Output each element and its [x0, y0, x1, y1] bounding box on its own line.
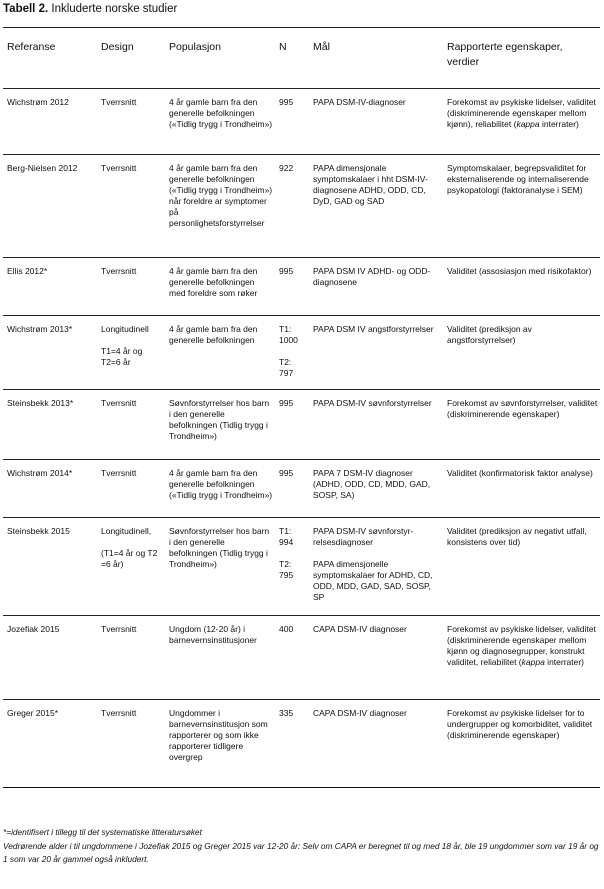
n-extra-text: T2: 795: [279, 559, 294, 580]
cell-mal: [309, 316, 443, 390]
cell-n: [275, 390, 309, 460]
cell-egenskaper: [443, 616, 600, 700]
referanse-text: Jozefiak 2015: [7, 624, 60, 634]
cell-populasjon: [165, 155, 275, 258]
cell-n: [275, 155, 309, 258]
n-text: 995: [279, 266, 294, 276]
cell-egenskaper: [443, 155, 600, 258]
header-row: [3, 28, 600, 89]
egenskaper-text: [447, 526, 598, 548]
cell-referanse: [3, 316, 97, 390]
table-row: [3, 316, 600, 390]
cell-n: [275, 616, 309, 700]
cell-egenskaper: [443, 316, 600, 390]
cell-populasjon: [165, 616, 275, 700]
n-text: 995: [279, 398, 294, 408]
design-text: Tverrsnitt: [101, 398, 137, 408]
referanse-text: Steinsbekk 2015: [7, 526, 70, 536]
cell-egenskaper: [443, 390, 600, 460]
header-mal: Mål: [309, 28, 443, 89]
cell-design: [97, 518, 165, 616]
cell-n: [275, 258, 309, 316]
footnote-asterisk: *=identifisert i tillegg til det systematiske litteratursøket: [3, 827, 202, 837]
header-design: Design: [97, 28, 165, 89]
referanse-text: Steinsbekk 2013*: [7, 398, 74, 408]
cell-n: [275, 316, 309, 390]
cell-n: [275, 460, 309, 518]
design-text: Tverrsnitt: [101, 97, 137, 107]
egenskaper-italic: kappa: [516, 119, 540, 129]
referanse-text: Berg-Nielsen 2012: [7, 163, 78, 173]
egenskaper-pre: Validitet (konfirmatorisk faktor analyse): [447, 468, 593, 478]
populasjon-text: Søvnforstyrrelser hos barn i den generelle befolkningen (Tidlig trygg i Trondheim»): [169, 526, 270, 569]
cell-design: [97, 258, 165, 316]
mal-text: PAPA DSM IV angstforstyrrelser: [313, 324, 434, 334]
design-text: Longitudinell,: [101, 526, 152, 536]
egenskaper-pre: Forekomst av psykiske lidelser, validitet (diskriminerende egenskaper mellom kjønn og diagnosegrupper, konstrukt validitet, reliabilitet (: [447, 624, 596, 667]
cell-referanse: [3, 89, 97, 155]
egenskaper-text: [447, 398, 598, 420]
egenskaper-pre: Symptomskalaer, begrepsvaliditet for eksternaliserende og internaliserende psykopatologi (faktoranalyse i SEM): [447, 163, 589, 195]
cell-referanse: [3, 390, 97, 460]
header-egenskaper-line1: Rapporterte egenskaper,: [447, 41, 563, 53]
populasjon-text: Ungdommer i barnevernsinstitusjon som rapporterer og som ikke rapporterer tidligere overgrep: [169, 708, 268, 762]
footnote-age: Vedrørende alder i til ungdommene i Jozefiak 2015 og Greger 2015 var 12-20 år: Selv om CAPA er beregnet til og med 18 år, ble 19 ungdommer som var 19 år og 1 som var 20 år gammel også inkludert.: [3, 841, 599, 864]
n-text: T1: 994: [279, 526, 294, 547]
table-row: [3, 390, 600, 460]
design-text: Longitudinell: [101, 324, 149, 334]
cell-n: [275, 89, 309, 155]
mal-text: PAPA DSM IV ADHD- og ODD-diagnosene: [313, 266, 431, 287]
cell-n: [275, 518, 309, 616]
cell-mal: [309, 518, 443, 616]
cell-populasjon: [165, 700, 275, 788]
cell-referanse: [3, 518, 97, 616]
table-caption-label: Tabell 2.: [3, 3, 49, 15]
mal-text: PAPA dimensjonale symptomskalaer i hht DSM-IV-diagnosene ADHD, ODD, CD, DyD, GAD og SAD: [313, 163, 428, 206]
cell-n: [275, 700, 309, 788]
n-text: T1: 1000: [279, 324, 298, 345]
cell-mal: [309, 700, 443, 788]
referanse-text: Greger 2015*: [7, 708, 59, 718]
referanse-text: Wichstrøm 2014*: [7, 468, 73, 478]
egenskaper-pre: Validitet (prediksjon av angstforstyrrelser): [447, 324, 532, 345]
table-caption-text: Inkluderte norske studier: [51, 3, 178, 15]
cell-populasjon: [165, 316, 275, 390]
mal-extra-text: PAPA dimensjonelle symptomskalaer for ADHD, CD, ODD, MDD, GAD, SAD, SOSP, SP: [313, 559, 433, 602]
cell-mal: [309, 616, 443, 700]
header-populasjon: Populasjon: [165, 28, 275, 89]
header-egenskaper-line2: verdier: [447, 56, 480, 68]
design-text: Tverrsnitt: [101, 266, 137, 276]
table-row: [3, 89, 600, 155]
cell-design: [97, 700, 165, 788]
cell-egenskaper: [443, 700, 600, 788]
cell-design: [97, 390, 165, 460]
header-n: N: [275, 28, 309, 89]
egenskaper-pre: Forekomst av psykiske lidelser, validitet (diskriminerende egenskaper mellom kjønn), reliabilitet (: [447, 97, 596, 129]
populasjon-text: 4 år gamle barn fra den generelle befolkningen («Tidlig trygg i Trondheim»): [169, 97, 273, 129]
design-text: Tverrsnitt: [101, 163, 137, 173]
egenskaper-text: [447, 324, 598, 346]
egenskaper-italic: kappa: [521, 657, 545, 667]
populasjon-text: 4 år gamle barn fra den generelle befolkningen («Tidlig trygg i Trondheim»): [169, 468, 273, 500]
mal-text: CAPA DSM-IV diagnoser: [313, 708, 407, 718]
populasjon-text: 4 år gamle barn fra den generelle befolkningen («Tidlig trygg i Trondheim») når foreldre ar symptomer på personlighetsforstyrrelser: [169, 163, 273, 228]
referanse-text: Ellis 2012*: [7, 266, 48, 276]
header-referanse: Referanse: [3, 28, 97, 89]
n-text: 995: [279, 97, 294, 107]
cell-populasjon: [165, 258, 275, 316]
egenskaper-text: [447, 468, 598, 479]
cell-populasjon: [165, 518, 275, 616]
table-row: [3, 616, 600, 700]
cell-egenskaper: [443, 89, 600, 155]
egenskaper-pre: Forekomst av psykiske lidelser for to undergrupper og komorbiditet, validitet (diskriminerende egenskaper): [447, 708, 593, 740]
design-text: Tverrsnitt: [101, 708, 137, 718]
mal-text: PAPA DSM-IV søvnforstyr-relsesdiagnoser: [313, 526, 414, 547]
n-text: 995: [279, 468, 294, 478]
cell-mal: [309, 258, 443, 316]
cell-referanse: [3, 616, 97, 700]
mal-text: CAPA DSM-IV diagnoser: [313, 624, 407, 634]
egenskaper-pre: Validitet (prediksjon av negativt utfall, konsistens over tid): [447, 526, 587, 547]
cell-egenskaper: [443, 258, 600, 316]
cell-referanse: [3, 258, 97, 316]
egenskaper-text: [447, 97, 598, 130]
egenskaper-pre: Forekomst av søvnforstyrrelser, validitet (diskriminerende egenskaper): [447, 398, 598, 419]
table-caption: [3, 3, 177, 15]
header-egenskaper: [443, 28, 600, 89]
design-extra-text: (T1=4 år og T2 =6 år): [101, 548, 158, 569]
egenskaper-post: interrater): [539, 119, 579, 129]
cell-design: [97, 460, 165, 518]
cell-mal: [309, 89, 443, 155]
cell-referanse: [3, 460, 97, 518]
egenskaper-pre: Validitet (assosiasjon med risikofaktor): [447, 266, 592, 276]
table-row: [3, 518, 600, 616]
n-extra-text: T2: 797: [279, 357, 294, 378]
studies-table: [3, 27, 600, 788]
populasjon-text: Ungdom (12-20 år) i barnevernsinstitusjoner: [169, 624, 257, 645]
cell-design: [97, 616, 165, 700]
design-text: Tverrsnitt: [101, 624, 137, 634]
design-text: Tverrsnitt: [101, 468, 137, 478]
n-text: 335: [279, 708, 294, 718]
cell-egenskaper: [443, 460, 600, 518]
mal-text: PAPA DSM-IV søvnforstyrrelser: [313, 398, 432, 408]
cell-referanse: [3, 700, 97, 788]
cell-egenskaper: [443, 518, 600, 616]
referanse-text: Wichstrøm 2013*: [7, 324, 73, 334]
cell-mal: [309, 390, 443, 460]
cell-mal: [309, 155, 443, 258]
populasjon-text: 4 år gamle barn fra den generelle befolkningen med foreldre som røker: [169, 266, 258, 298]
cell-referanse: [3, 155, 97, 258]
cell-design: [97, 316, 165, 390]
mal-text: PAPA DSM-IV-diagnoser: [313, 97, 406, 107]
egenskaper-text: [447, 266, 598, 277]
egenskaper-text: [447, 624, 598, 668]
populasjon-text: 4 år gamle barn fra den generelle befolkningen: [169, 324, 258, 345]
n-text: 400: [279, 624, 294, 634]
referanse-text: Wichstrøm 2012: [7, 97, 69, 107]
n-text: 922: [279, 163, 294, 173]
cell-populasjon: [165, 89, 275, 155]
table-row: [3, 258, 600, 316]
cell-mal: [309, 460, 443, 518]
cell-design: [97, 155, 165, 258]
egenskaper-text: [447, 163, 598, 196]
cell-populasjon: [165, 460, 275, 518]
egenskaper-post: interrater): [544, 657, 585, 667]
cell-design: [97, 89, 165, 155]
design-extra-text: T1=4 år og T2=6 år: [101, 346, 143, 367]
table-row: [3, 155, 600, 258]
mal-text: PAPA 7 DSM-IV diagnoser (ADHD, ODD, CD, MDD, GAD, SOSP, SA): [313, 468, 431, 500]
table-row: [3, 460, 600, 518]
table-row: [3, 700, 600, 788]
cell-populasjon: [165, 390, 275, 460]
egenskaper-text: [447, 708, 598, 741]
populasjon-text: Søvnforstyrrelser hos barn i den generelle befolkningen (Tidlig trygg i Trondheim»): [169, 398, 270, 441]
